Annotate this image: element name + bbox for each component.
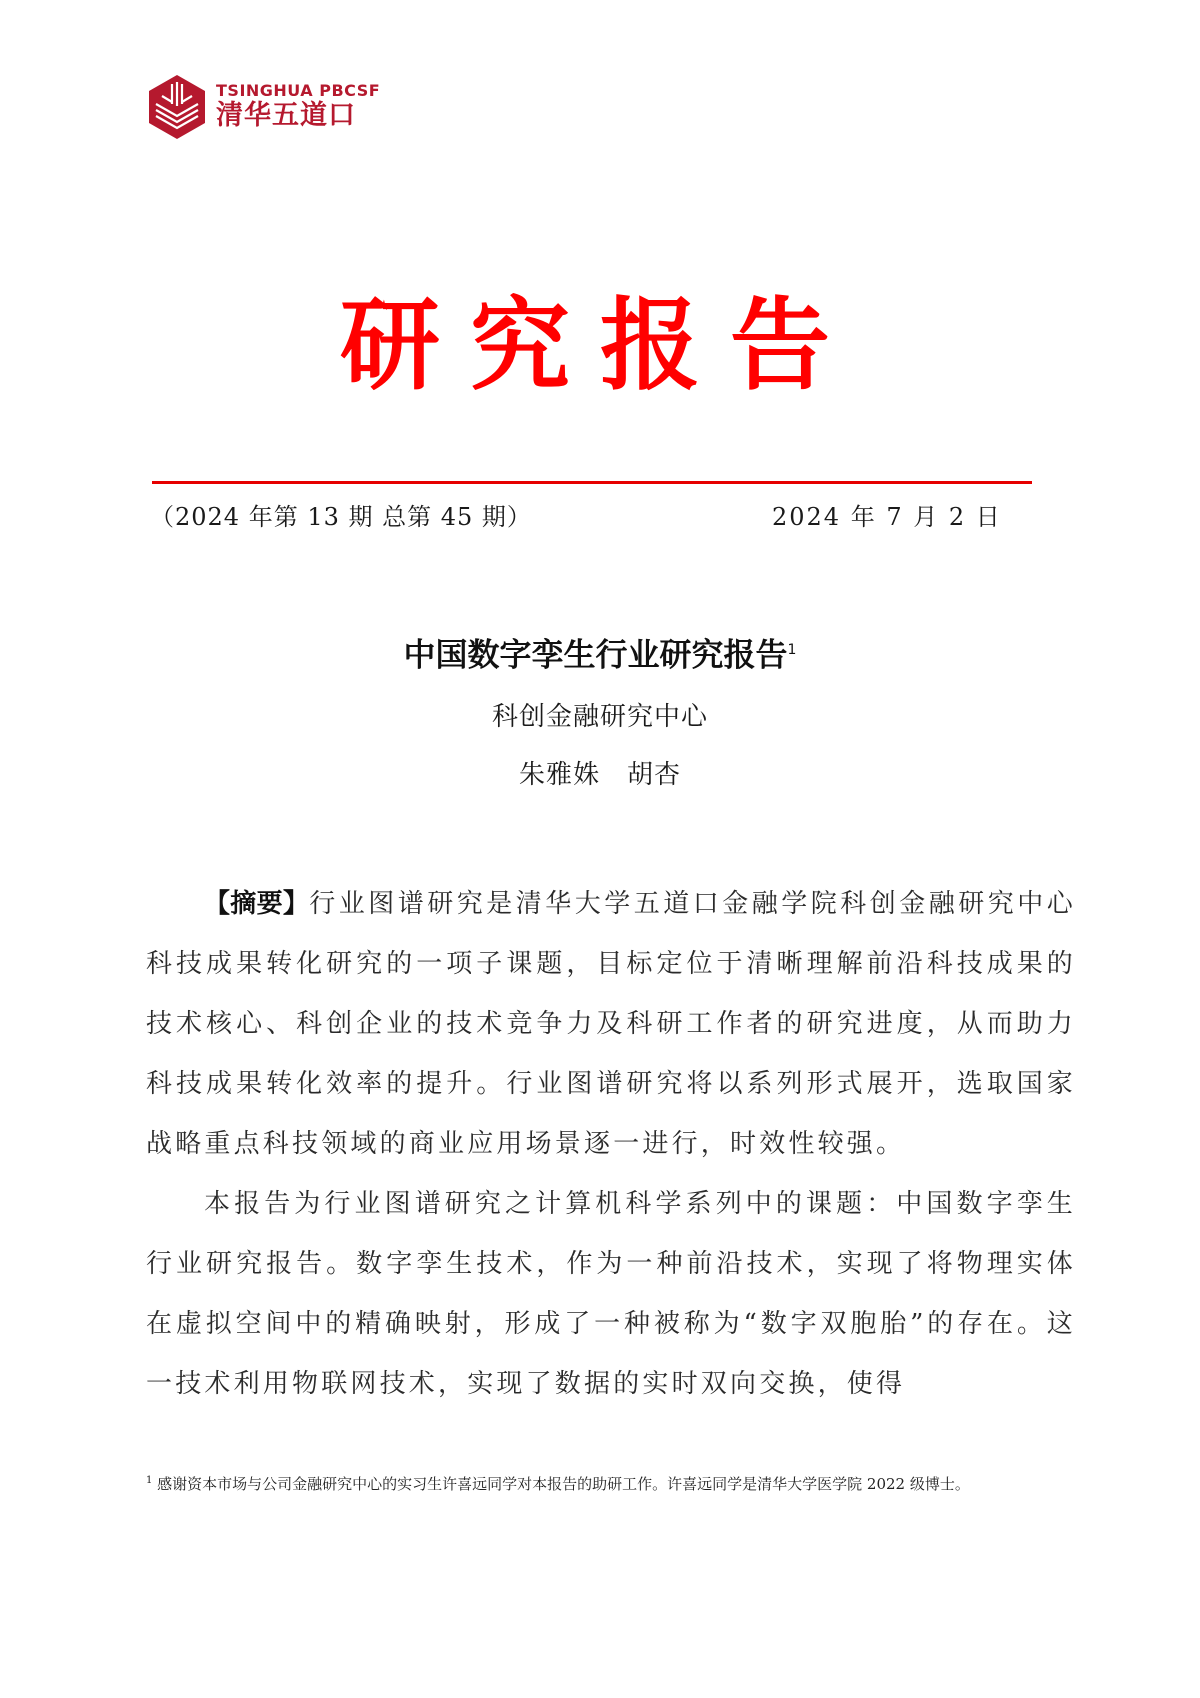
footnote — [146, 1466, 1076, 1499]
logo-wordmark — [216, 82, 380, 132]
footnote-marker: 1 — [146, 1475, 153, 1486]
abstract-paragraph — [146, 874, 1076, 1174]
masthead-title: 研究报告 — [340, 286, 860, 404]
paper-title-text: 中国数字孪生行业研究报告 — [403, 635, 788, 674]
masthead-divider — [152, 481, 1032, 484]
footnote-reference[interactable]: 1 — [787, 642, 797, 658]
logo-chinese-name: 清华五道口 — [216, 100, 356, 131]
abstract-text: 行业图谱研究是清华大学五道口金融学院科创金融研究中心科技成果转化研究的一项子课题，目标定位于清晰理解前沿科技成果的技术核心、科创企业的技术竞争力及科研工作者的研究进度，从而助力科技成果转化效率的提升。行业图谱研究将以系列形式展开，选取国家战略重点科技领域的商业应用场景逐一进行，时效性较强。 — [146, 889, 1076, 1159]
research-center: 科创金融研究中心 — [491, 702, 708, 732]
publication-date: 2024 年 7 月 2 日 — [772, 503, 1002, 531]
paper-title — [0, 628, 1200, 677]
logo-english-name: TSINGHUA PBCSF — [216, 81, 381, 100]
body-paragraph: 本报告为行业图谱研究之计算机科学系列中的课题：中国数字孪生行业研究报告。数字孪生技术，作为一种前沿技术，实现了将物理实体在虚拟空间中的精确映射，形成了一种被称为“数字双胞胎”的存在。这一技术利用物联网技术，实现了数据的实时双向交换，使得 — [146, 1189, 1076, 1399]
issue-number: （2024 年第 13 期 总第 45 期） — [150, 503, 532, 531]
pbcsf-hexagon-logo-icon — [148, 74, 206, 140]
institution-logo — [148, 74, 380, 140]
footnote-text: 感谢资本市场与公司金融研究中心的实习生许喜远同学对本报告的助研工作。许喜远同学是清华大学医学院 2022 级博士。 — [157, 1475, 970, 1493]
abstract-label: 【摘要】 — [204, 889, 310, 919]
authors: 朱雅姝 胡杏 — [518, 760, 681, 790]
